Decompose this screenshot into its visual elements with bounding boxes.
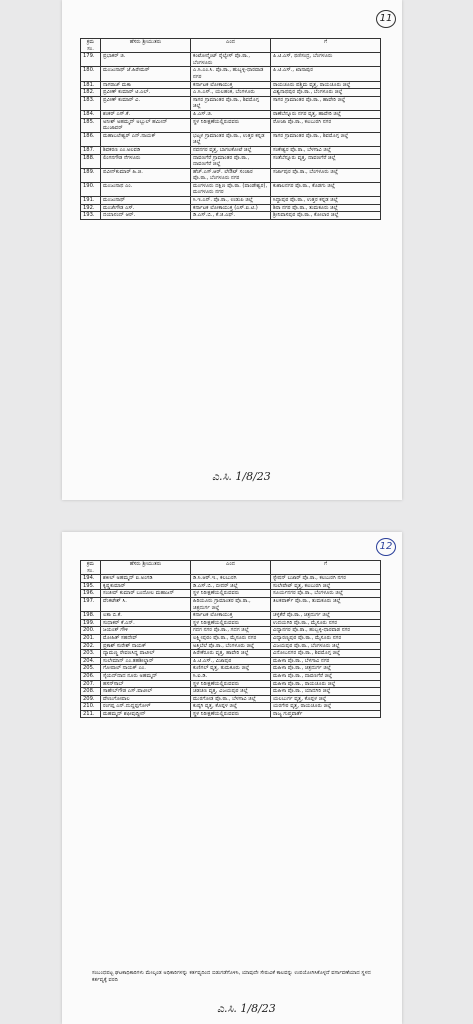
from-cell: ಸ್ಥಳ ನಿರೀಕ್ಷಣೆಯಲ್ಲಿರುವವರು bbox=[191, 619, 271, 627]
serial-cell: 208. bbox=[81, 688, 101, 696]
to-cell: ಸಂತೆಬೆನ್ನೂರು ವೃತ್ತ, ದಾವಣಗೆರೆ ಜಿಲ್ಲೆ bbox=[271, 154, 381, 168]
header-to: ಗೆ bbox=[271, 39, 381, 53]
table-row bbox=[81, 619, 381, 627]
from-cell: ಸಿ.ಐ.ಡಿ. bbox=[191, 672, 271, 680]
serial-cell: 211. bbox=[81, 710, 101, 718]
name-cell: ಹಸನ್‌ಸಾಬ್ bbox=[101, 680, 191, 688]
header-name: ಹೆಸರು ಶ್ರೀಯುತರು bbox=[101, 561, 191, 575]
serial-cell: 189. bbox=[81, 168, 101, 182]
name-cell: ವೇಣುಗೋಪಾಲ bbox=[101, 695, 191, 703]
to-cell: ಸರ್ಜಾಪುರ ಪೊ.ಠಾ., ಬೆಂಗಳೂರು ಜಿಲ್ಲೆ bbox=[271, 168, 381, 182]
from-cell: ಲಕ್ಷ್ಮೀಪುರಂ ಪೊ.ಠಾ., ಮೈಸೂರು ನಗರ bbox=[191, 634, 271, 642]
serial-cell: 195. bbox=[81, 582, 101, 590]
from-cell: ಸ್ಥಳ ನಿರೀಕ್ಷಣೆಯಲ್ಲಿರುವವರು bbox=[191, 118, 271, 132]
to-cell: ಪಿ.ಟಿ.ಎಸ್, ಥಣಿಸಂದ್ರ, ಬೆಂಗಳೂರು bbox=[271, 53, 381, 67]
to-cell: ರಾಜ್ಯ ಗುಪ್ತವಾರ್ತೆ bbox=[271, 710, 381, 718]
name-cell: ಮಹಾಬಲೇಶ್ವರ್ ಎನ್.ನಾಯಕ್ bbox=[101, 132, 191, 146]
table-row bbox=[81, 204, 381, 212]
to-cell: ಮಹಿಳಾ ಪೊ.ಠಾ., ಯಾದಗಿರಿ ಜಿಲ್ಲೆ bbox=[271, 688, 381, 696]
name-cell: ಮಂಜೇಗೌಡ ಎಸ್. bbox=[101, 204, 191, 212]
table-row bbox=[81, 96, 381, 110]
serial-cell: 200. bbox=[81, 627, 101, 635]
name-cell: ಶಕೀಲ್ ಅಹಮ್ಮದ್ ಐ.ಅಂಗಡಿ bbox=[101, 575, 191, 583]
name-cell: ಮಂಜುನಾಥ್ bbox=[101, 197, 191, 205]
serial-cell: 186. bbox=[81, 132, 101, 146]
from-cell: ಡಿ.ಎಸ್.ಬಿ., ಕೆ.ಜಿ.ಎಫ್. bbox=[191, 212, 271, 220]
from-cell: ಮಂಗಳೂರು ದಕ್ಷಿಣ ಪೊ.ಠಾ. (ಪಾಂಡೇಶ್ವರ), ಮಂಗಳೂರು ನಗರ bbox=[191, 182, 271, 196]
table-body bbox=[81, 575, 381, 718]
name-cell: ಕೃಷ್ಣಕುಮಾರ್ bbox=[101, 582, 191, 590]
name-cell: ಮಂಜುನಾಥ್ ಜೆ.ಹಿರೇಮಠ್ bbox=[101, 67, 191, 81]
table-row bbox=[81, 89, 381, 97]
to-cell: ಸಾಗರ ಗ್ರಾಮಾಂತರ ಪೊ.ಠಾ., ಶಿವಮೊಗ್ಗ ಜಿಲ್ಲೆ bbox=[271, 132, 381, 146]
from-cell: ನವನಗರ ವೃತ್ತ, ಬಾಗಲಕೋಟೆ ಜಿಲ್ಲೆ bbox=[191, 146, 271, 154]
from-cell: ಮುರಗೋಡ ಪೊ.ಠಾ., ಬೆಳಗಾವಿ ಜಿಲ್ಲೆ bbox=[191, 695, 271, 703]
table-row bbox=[81, 665, 381, 673]
header-serial: ಕ್ರಮ ಸಂ. bbox=[81, 39, 101, 53]
table-row bbox=[81, 703, 381, 711]
table-row bbox=[81, 146, 381, 154]
page-number: 12 bbox=[376, 538, 396, 556]
to-cell: ರೋಜಾ ಪೊ.ಠಾ., ಕಲಬುರಗಿ ನಗರ bbox=[271, 118, 381, 132]
from-cell: ಕರ್ನಾಟಕ ಲೋಕಾಯುಕ್ತ bbox=[191, 81, 271, 89]
name-cell: ಗೋಪಾಲ್ ನಾಯಕ್ ಎಂ. bbox=[101, 665, 191, 673]
name-cell: ಮಂಜುನಾಥ ಎಂ. bbox=[101, 182, 191, 196]
from-cell: ಪಿ.ಟಿ.ಎಸ್., ವಿಜಾಪುರ bbox=[191, 657, 271, 665]
header-to: ಗೆ bbox=[271, 561, 381, 575]
table-row bbox=[81, 627, 381, 635]
table-row bbox=[81, 154, 381, 168]
to-cell: ಉದಯಗಿರಿ ಪೊ.ಠಾ., ಮೈಸೂರು ನಗರ bbox=[271, 619, 381, 627]
table-row bbox=[81, 710, 381, 718]
table-row bbox=[81, 657, 381, 665]
from-cell: ಕುಷ್ಠಗಿ ವೃತ್ತ, ಕೊಪ್ಪಳ ಜಿಲ್ಲೆ bbox=[191, 703, 271, 711]
name-cell: ಶಿವಕರಣ ಎಂ.ಅಲವಡಿ bbox=[101, 146, 191, 154]
to-cell: ವಿಜಯಪುರ ಪೊ.ಠಾ., ಬೆಂಗಳೂರು ಜಿಲ್ಲೆ bbox=[271, 642, 381, 650]
name-cell: ಶಂಕರ್ ಎಸ್.ಕೆ. bbox=[101, 110, 191, 118]
to-cell: ಶ್ರೀನಿವಾಸಪುರ ಪೊ.ಠಾ., ಕೋಲಾರ ಜಿಲ್ಲೆ bbox=[271, 212, 381, 220]
from-cell: ಸ್ಥಳ ನಿರೀಕ್ಷಣೆಯಲ್ಲಿರುವವರು bbox=[191, 680, 271, 688]
transfer-table bbox=[80, 560, 381, 718]
name-cell: ಅನೀಶ್ ಅಹಮ್ಮದ್ ಅಬ್ಬುಲ್ ಹಮೀದ್ ಮುಜಾವರ್ bbox=[101, 118, 191, 132]
table-row bbox=[81, 680, 381, 688]
serial-cell: 210. bbox=[81, 703, 101, 711]
name-cell: ಜಯಂತ್ ಗೌಳಿ bbox=[101, 627, 191, 635]
table-row bbox=[81, 182, 381, 196]
from-cell: ಭಟ್ಕಳ ಗ್ರಾಮಾಂತರ ಪೊ.ಠಾ., ಉತ್ತರ ಕನ್ನಡ ಜಿಲ್ಲೆ bbox=[191, 132, 271, 146]
serial-cell: 207. bbox=[81, 680, 101, 688]
serial-cell: 180. bbox=[81, 67, 101, 81]
table-row bbox=[81, 110, 381, 118]
serial-cell: 199. bbox=[81, 619, 101, 627]
table-row bbox=[81, 597, 381, 611]
from-cell: ಎ.ಸಿ.ಎಂ.ಸಿ. ಪೊ.ಠಾ., ಹುಬ್ಬಳ್ಳಿ-ಧಾರವಾಡ ನಗರ bbox=[191, 67, 271, 81]
table-row bbox=[81, 212, 381, 220]
table-row bbox=[81, 118, 381, 132]
from-cell: ಸ್ಥಳ ನಿರೀಕ್ಷಣೆಯಲ್ಲಿರುವವರು bbox=[191, 710, 271, 718]
header-name: ಹೆಸರು ಶ್ರೀಯುತರು bbox=[101, 39, 191, 53]
serial-cell: 194. bbox=[81, 575, 101, 583]
serial-cell: 205. bbox=[81, 665, 101, 673]
to-cell: ಸೂರ್ಯನಗರ ಪೊ.ಠಾ., ಬೆಂಗಳೂರು ಜಿಲ್ಲೆ bbox=[271, 590, 381, 598]
table-row bbox=[81, 612, 381, 620]
serial-cell: 187. bbox=[81, 146, 101, 154]
table-row bbox=[81, 67, 381, 81]
page-number: 11 bbox=[376, 10, 396, 28]
table-row bbox=[81, 81, 381, 89]
name-cell: ಲತಾ ಬಿ.ಕೆ. bbox=[101, 612, 191, 620]
from-cell: ಕರ್ನಾಟಕ ಲೋಕಾಯುಕ್ತ bbox=[191, 612, 271, 620]
from-cell: ದಾವಣಗೆರೆ ಗ್ರಾಮಾಂತರ ಪೊ.ಠಾ., ದಾವಣಗೆರೆ ಜಿಲ್ಲೆ bbox=[191, 154, 271, 168]
document-page-2 bbox=[62, 532, 402, 1024]
from-cell: ಎ.ಸಿ.ಎಸ್., ಯಲಹಂಕ, ಬೆಂಗಳೂರು bbox=[191, 89, 271, 97]
table-row bbox=[81, 197, 381, 205]
name-cell: ಪ್ರವೀಣ್ ಕುಮಾರ್ ವಿ. bbox=[101, 96, 191, 110]
name-cell: ಪ್ರಕಾಶ್ ಸುರೇಶ್ ನಾಯಕ್ bbox=[101, 642, 191, 650]
header-serial: ಕ್ರಮ ಸಂ. bbox=[81, 561, 101, 575]
to-cell: ಯರಗೇರ ವೃತ್ತ, ರಾಯಚೂರು ಜಿಲ್ಲೆ bbox=[271, 703, 381, 711]
serial-cell: 206. bbox=[81, 672, 101, 680]
serial-cell: 198. bbox=[81, 612, 101, 620]
name-cell: ಪವೀನ್‌ಕುಮಾರ್ ಹಿ.ಜಿ. bbox=[101, 168, 191, 182]
serial-cell: 192. bbox=[81, 204, 101, 212]
from-cell: ಅತ್ತಿಬೆಲೆ ಪೊ.ಠಾ., ಬೆಂಗಳೂರು ಜಿಲ್ಲೆ bbox=[191, 642, 271, 650]
from-cell: ಡಿ.ಸಿ.ಆರ್.ಇ., ಕಲಬುರಗಿ bbox=[191, 575, 271, 583]
serial-cell: 201. bbox=[81, 634, 101, 642]
serial-cell: 184. bbox=[81, 110, 101, 118]
header-from: ಎಂದ bbox=[191, 561, 271, 575]
name-cell: ಸಾಹೇಬ್‌ಗೌಡ ಎಸ್.ಪಾಟೀಲ್ bbox=[101, 688, 191, 696]
serial-cell: 209. bbox=[81, 695, 101, 703]
serial-cell: 197. bbox=[81, 597, 101, 611]
name-cell: ಮಹಮ್ಮದ್ ಶಫೀವುದ್ದೀನ್ bbox=[101, 710, 191, 718]
name-cell: ಸುಧಾಕರ್ ಕೆ.ಎನ್. bbox=[101, 619, 191, 627]
to-cell: ಸಾಗರ ಗ್ರಾಮಾಂತರ ಪೊ.ಠಾ., ಹಾವೇರಿ ಜಿಲ್ಲೆ bbox=[271, 96, 381, 110]
serial-cell: 183. bbox=[81, 96, 101, 110]
table-row bbox=[81, 132, 381, 146]
from-cell: ಹಿರಿಯೂರು ಗ್ರಾಮಾಂತರ ಪೊ.ಠಾ., ಚಿತ್ರದುರ್ಗ ಜಿಲ್ಲೆ bbox=[191, 597, 271, 611]
to-cell: ಸಂಕೇಶ್ವರ ಪೊ.ಠಾ., ಬೆಳಗಾವಿ ಜಿಲ್ಲೆ bbox=[271, 146, 381, 154]
serial-cell: 185. bbox=[81, 118, 101, 132]
table-row bbox=[81, 634, 381, 642]
from-cell: ಸಿ.ಇ.ಎನ್. ಪೊ.ಠಾ., ಉಡುಪಿ ಜಿಲ್ಲೆ bbox=[191, 197, 271, 205]
to-cell: ಸಿದ್ದಾಪುರ ಪೊ.ಠಾ., ಉತ್ತರ ಕನ್ನಡ ಜಿಲ್ಲೆ bbox=[271, 197, 381, 205]
table-row bbox=[81, 650, 381, 658]
to-cell: ಯಲಬುರ್ಗ ವೃತ್ತ, ಕೊಪ್ಪಳ ಜಿಲ್ಲೆ bbox=[271, 695, 381, 703]
to-cell: ರಾಯಚೂರು ಪಶ್ಚಿಮ ವೃತ್ತ, ರಾಯಚೂರು ಜಿಲ್ಲೆ bbox=[271, 81, 381, 89]
from-cell: ಕರ್ನಾಟಕ ಲೋಕಾಯುಕ್ತ (ಎಸ್.ಐ.ಟಿ.) bbox=[191, 204, 271, 212]
document-page-1 bbox=[62, 0, 402, 500]
table-row bbox=[81, 642, 381, 650]
name-cell: ಪ್ರವೀಣ್ ಕುಮಾರ್ ಟಿ.ಎಲ್. bbox=[101, 89, 191, 97]
name-cell: ಸುಲೇಮಾನ್ ಎಂ.ತಹಶೀಲ್ದಾರ್ bbox=[101, 657, 191, 665]
table-row bbox=[81, 582, 381, 590]
serial-cell: 193. bbox=[81, 212, 101, 220]
table-body bbox=[81, 53, 381, 220]
name-cell: ಲಿಂಗನಗೌಡ ನೆಗಳೂರು bbox=[101, 154, 191, 168]
from-cell: ಡಿ.ಎಸ್.ಬಿ., ಬೀದರ್ ಜಿಲ್ಲೆ bbox=[191, 582, 271, 590]
to-cell: ತಿಲಕಪಾರ್ಕ್ ಪೊ.ಠಾ., ತುಮಕೂರು ಜಿಲ್ಲೆ bbox=[271, 597, 381, 611]
to-cell: ಶಿರಾ ನಗರ ಪೊ.ಠಾ., ತುಮಕೂರು ಜಿಲ್ಲೆ bbox=[271, 204, 381, 212]
from-cell: ಹಿರೇಕೆರೂರು ವೃತ್ತ, ಹಾವೇರಿ ಜಿಲ್ಲೆ bbox=[191, 650, 271, 658]
to-cell: ಸುಲೇಪೇಟ್ ವೃತ್ತ, ಕಲಬುರಗಿ ಜಿಲ್ಲೆ bbox=[271, 582, 381, 590]
to-cell: ವಿದ್ಯಾನಗರ ಪೊ.ಠಾ., ಹುಬ್ಬಳ್ಳಿ-ಧಾರವಾಡ ನಗರ bbox=[271, 627, 381, 635]
table-row bbox=[81, 672, 381, 680]
serial-cell: 204. bbox=[81, 657, 101, 665]
table-row bbox=[81, 590, 381, 598]
to-cell: ಮಹಿಳಾ ಪೊ.ಠಾ., ಚಿತ್ರದುರ್ಗ ಜಿಲ್ಲೆ bbox=[271, 665, 381, 673]
to-cell: ವಿಶ್ವನಾಥಪುರ ಪೊ.ಠಾ., ಬೆಂಗಳೂರು ಜಿಲ್ಲೆ bbox=[271, 89, 381, 97]
name-cell: ದಯಾನಂದ್ ಆರ್. bbox=[101, 212, 191, 220]
table-row bbox=[81, 575, 381, 583]
from-cell: ಪಿ.ಎಸ್.ಜಿ. bbox=[191, 110, 271, 118]
to-cell: ಸ್ಟೇಷನ್ ಬಜಾರ್ ಪೊ.ಠಾ., ಕಲಬುರಗಿ ನಗರ bbox=[271, 575, 381, 583]
signature: ಎ.ಸಿ. 1/8/23 bbox=[212, 470, 271, 483]
from-cell: ಸಾಗರ ಗ್ರಾಮಾಂತರ ಪೊ.ಠಾ., ಶಿವಮೊಗ್ಗ ಜಿಲ್ಲೆ bbox=[191, 96, 271, 110]
to-cell: ವಿನೋಬನಗರ ಪೊ.ಠಾ., ಶಿವಮೊಗ್ಗ ಜಿಲ್ಲೆ bbox=[271, 650, 381, 658]
table-row bbox=[81, 695, 381, 703]
table-row bbox=[81, 53, 381, 67]
to-cell: ವಿದ್ಯಾರಣ್ಯಪುರ ಪೊ.ಠಾ., ಮೈಸೂರು ನಗರ bbox=[271, 634, 381, 642]
serial-cell: 196. bbox=[81, 590, 101, 598]
from-cell: ಸ್ಥಳ ನಿರೀಕ್ಷಣೆಯಲ್ಲಿರುವವರು bbox=[191, 590, 271, 598]
serial-cell: 182. bbox=[81, 89, 101, 97]
serial-cell: 179. bbox=[81, 53, 101, 67]
name-cell: ಮೋಹಿತ್ ಸಹದೇವ್ bbox=[101, 634, 191, 642]
serial-cell: 190. bbox=[81, 182, 101, 196]
footer-paragraph: ಸಂಬಂಧಪಟ್ಟ ಘಟಕಾಧಿಕಾರಿಗಳು ಮೇಲ್ಕಂಡ ಅಧಿಕಾರಿಗಳನ್ನು ಕರ್ತವ್ಯದಿಂದ ಬಿಡುಗಡೆಗೊಳಿಸಿ, ಯಾವುದೇ ಸೇರುವಿಕೆ ಕಾಲವನ್ನು ಉಪಯೋಗಿಸಿಕೊಳ್ಳದೆ ವರ್ಗಾವಣೆಯಾದ ಸ್ಥಳದ ಕರ್ತವ್ಯಕ್ಕೆ ವರದಿ bbox=[92, 970, 371, 983]
serial-cell: 181. bbox=[81, 81, 101, 89]
serial-cell: 188. bbox=[81, 154, 101, 168]
table-row bbox=[81, 168, 381, 182]
from-cell: ಗದಗ ನಗರ ಪೊ.ಠಾ., ಗದಗ ಜಿಲ್ಲೆ bbox=[191, 627, 271, 635]
to-cell: ಪಿ.ಟಿ.ಎಸ್., ಖಾನಾಪುರ bbox=[271, 67, 381, 81]
serial-cell: 203. bbox=[81, 650, 101, 658]
from-cell: ಹೆಚ್.ಎಸ್.ಆರ್. ಲೇಔಟ್ ಸಂಚಾರ ಪೊ.ಠಾ., ಬೆಂಗಳೂರು ನಗರ bbox=[191, 168, 271, 182]
from-cell: ಚಡಚಣ ವೃತ್ತ, ವಿಜಯಪುರ ಜಿಲ್ಲೆ bbox=[191, 688, 271, 696]
serial-cell: 191. bbox=[81, 197, 101, 205]
table-row bbox=[81, 688, 381, 696]
header-from: ಎಂದ bbox=[191, 39, 271, 53]
serial-cell: 202. bbox=[81, 642, 101, 650]
table-header-row bbox=[81, 561, 381, 575]
name-cell: ನಾಗರಾಜ್ ಮಕಾ bbox=[101, 81, 191, 89]
to-cell: ಮಹಿಳಾ ಪೊ.ಠಾ., ದಾವಣಗೆರೆ ಜಿಲ್ಲೆ bbox=[271, 672, 381, 680]
name-cell: ಪ್ರಭಾಕರ್ ಜಿ. bbox=[101, 53, 191, 67]
to-cell: ಮಹಿಳಾ ಪೊ.ಠಾ., ರಾಯಚೂರು ಜಿಲ್ಲೆ bbox=[271, 680, 381, 688]
to-cell: ಕುಶಾಲನಗರ ಪೊ.ಠಾ., ಕೊಡಗು ಜಿಲ್ಲೆ bbox=[271, 182, 381, 196]
name-cell: ಸಂಜೀವ್ ಕುಮಾರ್ ಬಂದೋಲ ಮಹಾಜನ್ bbox=[101, 590, 191, 598]
to-cell: ಚಳ್ಳಕೆರೆ ಪೊ.ಠಾ., ಚಿತ್ರದುರ್ಗ ಜಿಲ್ಲೆ bbox=[271, 612, 381, 620]
name-cell: ವೆಂಕಟೇಶ್ ಸಿ. bbox=[101, 597, 191, 611]
name-cell: ರಂಗಪ್ಪ ಎನ್.ದುದ್ದಪ್ಪಗೋಳ್ bbox=[101, 703, 191, 711]
transfer-table bbox=[80, 38, 381, 220]
table-header-row bbox=[81, 39, 381, 53]
signature: ಎ.ಸಿ. 1/8/23 bbox=[217, 1002, 276, 1015]
from-cell: ಕಂಟೋನ್ಮೆಂಟ್ ರೈಲ್ವೇಸ್ ಪೊ.ಠಾ., ಬೆಂಗಳೂರು bbox=[191, 53, 271, 67]
name-cell: ಸೈಯದ್‌ದಾದ ನೂರು ಅಹಮ್ಮದ್ bbox=[101, 672, 191, 680]
to-cell: ರಾಣೆಬೆನ್ನೂರು ನಗರ ವೃತ್ತ, ಹಾವೇರಿ ಜಿಲ್ಲೆ bbox=[271, 110, 381, 118]
name-cell: ದ್ಯಾಮಣ್ಣ ರೇವಣಸಿದ್ದ ಪಾಟೀಲ್ bbox=[101, 650, 191, 658]
from-cell: ಕುಣಿಗಲ್ ವೃತ್ತ, ತುಮಕೂರು ಜಿಲ್ಲೆ bbox=[191, 665, 271, 673]
to-cell: ಮಹಿಳಾ ಪೊ.ಠಾ., ಬೆಳಗಾವಿ ನಗರ bbox=[271, 657, 381, 665]
